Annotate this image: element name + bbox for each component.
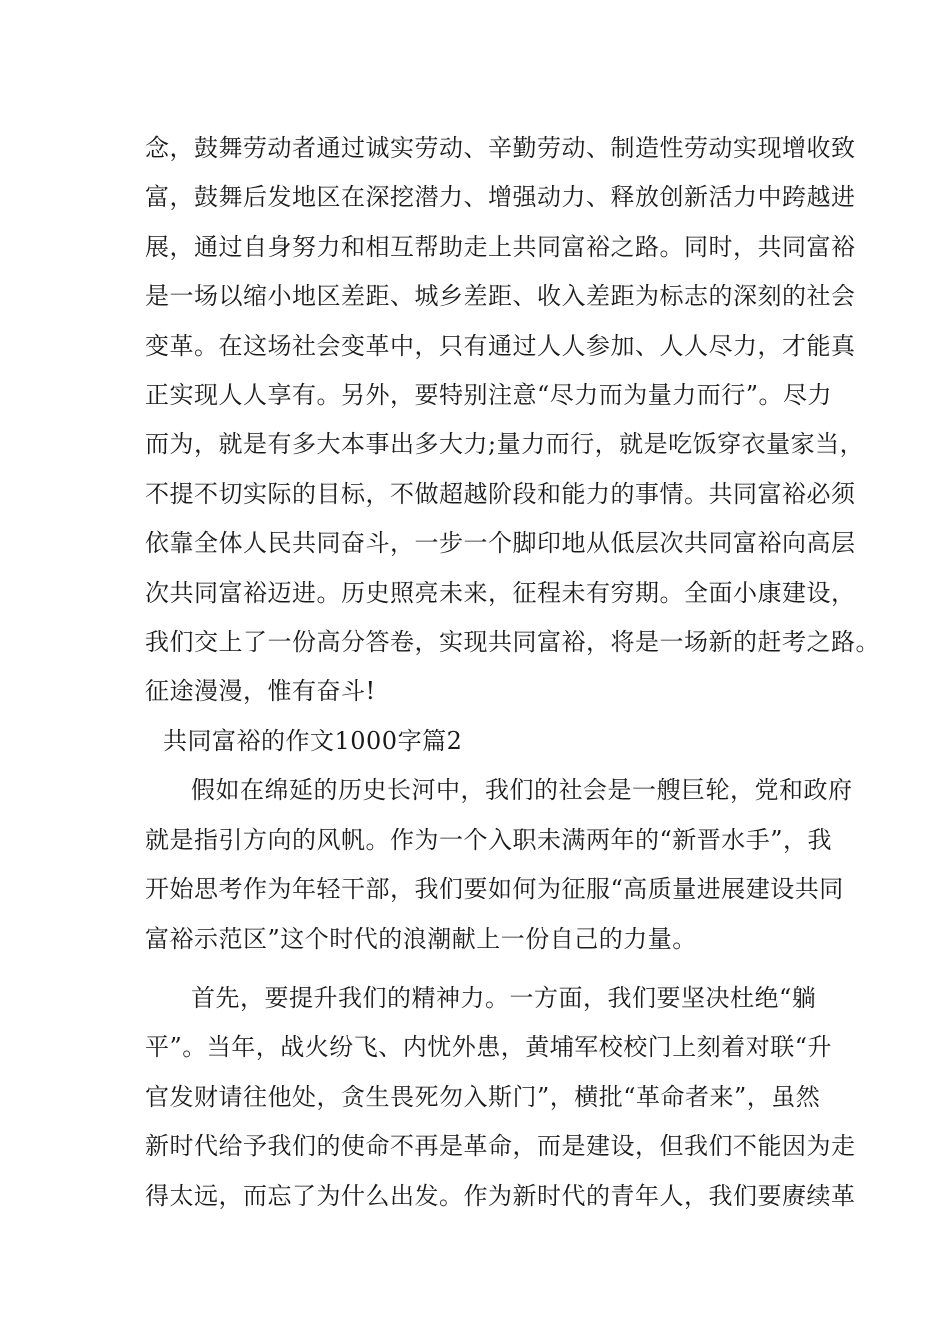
paragraph-line: 官发财请往他处，贪生畏死勿入斯门”，横批“革命者来”，虽然 xyxy=(145,1082,821,1111)
paragraph-line: 展，通过自身努力和相互帮助走上共同富裕之路。同时，共同富裕 xyxy=(145,232,856,261)
section-title xyxy=(145,717,825,766)
paragraph-line: 开始思考作为年轻干部，我们要如何为征服“高质量进展建设共同 xyxy=(145,875,844,904)
paragraph-line: 我们交上了一份高分答卷，实现共同富裕，将是一场新的赶考之路。 xyxy=(145,628,880,657)
paragraph-line: 依靠全体人民共同奋斗，一步一个脚印地从低层次共同富裕向高层 xyxy=(145,529,856,558)
paragraph-line: 平”。当年，战火纷飞、内忧外患，黄埔军校校门上刻着对联“升 xyxy=(145,1033,833,1062)
paragraph-line: 富，鼓舞后发地区在深挖潜力、增强动力、释放创新活力中跨越进 xyxy=(145,183,856,212)
document-body xyxy=(145,124,880,1221)
paragraph-line: 次共同富裕迈进。历史照亮未来，征程未有穷期。全面小康建设， xyxy=(145,578,856,607)
paragraph-line: 征途漫漫，惟有奋斗! xyxy=(145,677,376,706)
paragraph-line: 是一场以缩小地区差距、城乡差距、收入差距为标志的深刻的社会 xyxy=(145,282,856,311)
paragraph-line: 新时代给予我们的使命不再是革命，而是建设，但我们不能因为走 xyxy=(145,1132,856,1161)
paragraph-line: 就是指引方向的风帆。作为一个入职未满两年的“新晋水手”，我 xyxy=(145,825,833,854)
paragraph-line: 得太远，而忘了为什么出发。作为新时代的青年人，我们要赓续革 xyxy=(145,1181,856,1210)
paragraph-line: 富裕示范区”这个时代的浪潮献上一份自己的力量。 xyxy=(145,924,697,953)
paragraph-1 xyxy=(145,124,880,717)
paragraph-line: 念，鼓舞劳动者通过诚实劳动、辛勤劳动、制造性劳动实现增收致 xyxy=(145,134,856,162)
paragraph-line: 而为，就是有多大本事出多大力;量力而行，就是吃饭穿衣量家当， xyxy=(145,430,865,459)
paragraph-line: 正实现人人享有。另外，要特别注意“尽力而为量力而行”。尽力 xyxy=(145,381,833,410)
paragraph-line: 首先，要提升我们的精神力。一方面，我们要坚决杜绝“躺 xyxy=(191,983,817,1012)
paragraph-line: 不提不切实际的目标，不做超越阶段和能力的事情。共同富裕必须 xyxy=(145,479,856,508)
paragraph-2 xyxy=(145,766,853,964)
paragraph-line: 假如在绵延的历史长河中，我们的社会是一艘巨轮，党和政府 xyxy=(191,776,853,805)
paragraph-3 xyxy=(145,974,856,1221)
paragraph-line: 变革。在这场社会变革中，只有通过人人参加、人人尽力，才能真 xyxy=(145,331,856,360)
section-title-text: 共同富裕的作文1000字篇2 xyxy=(163,726,463,755)
